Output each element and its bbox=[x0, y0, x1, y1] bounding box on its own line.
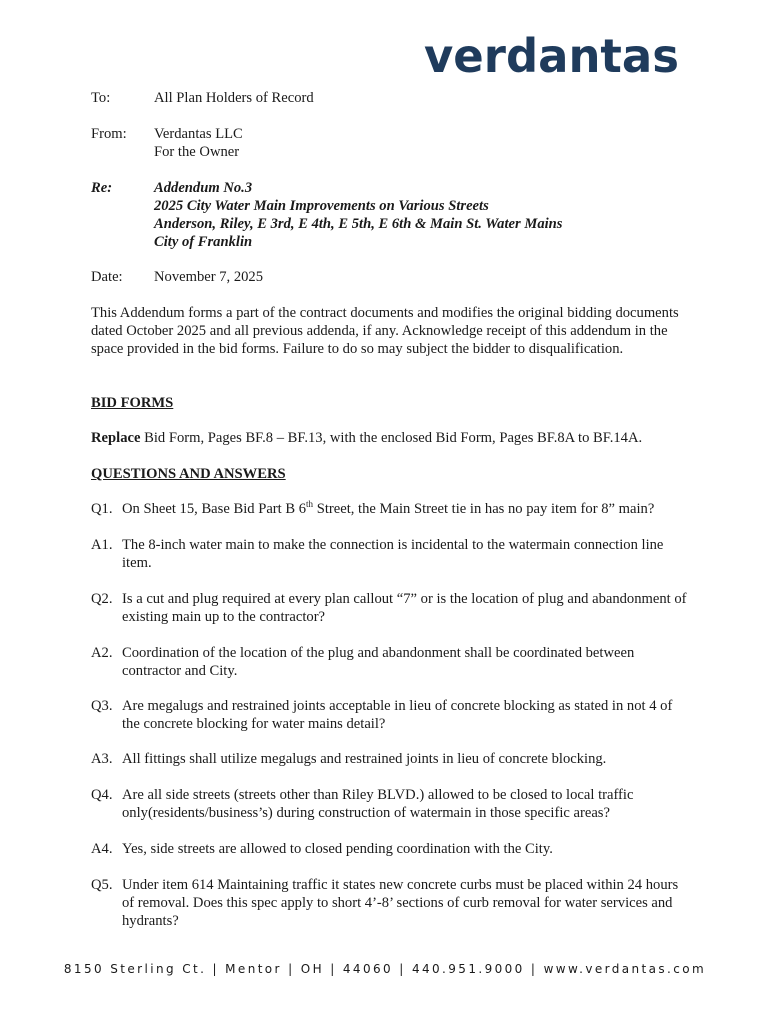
verdantas-logo-mark bbox=[424, 30, 682, 80]
re-line-4: City of Franklin bbox=[154, 234, 253, 250]
re-line-1: Addendum No.3 bbox=[154, 180, 253, 196]
to-value: All Plan Holders of Record bbox=[154, 90, 314, 106]
from-label: From: bbox=[91, 126, 127, 142]
re-label: Re: bbox=[91, 180, 113, 196]
q4-number: Q4. bbox=[91, 787, 113, 803]
bid-forms-heading: BID FORMS bbox=[91, 395, 174, 411]
answer-1 bbox=[91, 536, 691, 572]
re-line-2: 2025 City Water Main Improvements on Various Streets bbox=[154, 198, 489, 214]
question-4 bbox=[91, 786, 691, 822]
from-value-1: Verdantas LLC bbox=[154, 126, 243, 142]
a2-text: Coordination of the location of the plug and abandonment shall be coordinated between contractor and City. bbox=[122, 645, 635, 679]
q5-number: Q5. bbox=[91, 877, 113, 893]
answer-4 bbox=[91, 840, 691, 858]
q1-number: Q1. bbox=[91, 501, 113, 517]
from-value-2: For the Owner bbox=[154, 144, 240, 160]
answer-2 bbox=[91, 644, 691, 680]
q3-text: Are megalugs and restrained joints acceptable in lieu of concrete blocking as stated in not 4 of the concrete blocking for water mains detail? bbox=[122, 698, 673, 732]
replace-text: Bid Form, Pages BF.8 – BF.13, with the enclosed Bid Form, Pages BF.8A to BF.14A. bbox=[140, 430, 643, 446]
q1-text-b: Street, the Main Street tie in has no pay item for 8” main? bbox=[313, 501, 655, 517]
a1-number: A1. bbox=[91, 537, 113, 553]
answer-3 bbox=[91, 750, 691, 768]
a2-number: A2. bbox=[91, 645, 113, 661]
re-line-3: Anderson, Riley, E 3rd, E 4th, E 5th, E 6th & Main St. Water Mains bbox=[154, 216, 563, 232]
a1-text: The 8-inch water main to make the connection is incidental to the watermain connection line item. bbox=[122, 537, 664, 571]
replace-word: Replace bbox=[91, 430, 141, 446]
date-value: November 7, 2025 bbox=[154, 269, 264, 285]
q1-superscript: th bbox=[306, 499, 314, 510]
a3-number: A3. bbox=[91, 751, 113, 767]
a4-text: Yes, side streets are allowed to closed pending coordination with the City. bbox=[122, 841, 553, 857]
q4-text: Are all side streets (streets other than Riley BLVD.) allowed to be closed to local traffic only(residents/business’s) during construction of watermain in those specific areas? bbox=[122, 787, 634, 821]
footer-address: 8150 Sterling Ct. | Mentor | OH | 44060 | 440.951.9000 | www.verdantas.com bbox=[63, 962, 707, 976]
q2-text: Is a cut and plug required at every plan callout “7” or is the location of plug and abandonment of existing main up to the contractor? bbox=[122, 591, 687, 625]
replace-paragraph bbox=[91, 429, 691, 447]
logo-text: verdantas bbox=[424, 30, 679, 80]
q3-number: Q3. bbox=[91, 698, 113, 714]
question-5 bbox=[91, 876, 691, 930]
q1-text-a: On Sheet 15, Base Bid Part B 6 bbox=[122, 501, 307, 517]
date-label: Date: bbox=[91, 269, 123, 285]
q1-text bbox=[122, 500, 691, 518]
q5-text: Under item 614 Maintaining traffic it states new concrete curbs must be placed within 24 hours of removal. Does this spec apply to short 4’-8’ sections of curb removal for water services and hydrants? bbox=[122, 877, 679, 929]
q2-number: Q2. bbox=[91, 591, 113, 607]
verdantas-logo bbox=[424, 30, 682, 80]
qa-heading: QUESTIONS AND ANSWERS bbox=[91, 466, 286, 482]
intro-paragraph: This Addendum forms a part of the contract documents and modifies the original bidding documents dated October 2025 and all previous addenda, if any. Acknowledge receipt of this addendum in the space provided in the bid forms. Failure to do so may subject the bidder to disqualification. bbox=[91, 305, 679, 357]
question-2 bbox=[91, 590, 691, 626]
a3-text: All fittings shall utilize megalugs and restrained joints in lieu of concrete blocking. bbox=[122, 751, 607, 767]
question-3 bbox=[91, 697, 691, 733]
to-label: To: bbox=[91, 90, 111, 106]
question-1 bbox=[91, 500, 691, 518]
a4-number: A4. bbox=[91, 841, 113, 857]
